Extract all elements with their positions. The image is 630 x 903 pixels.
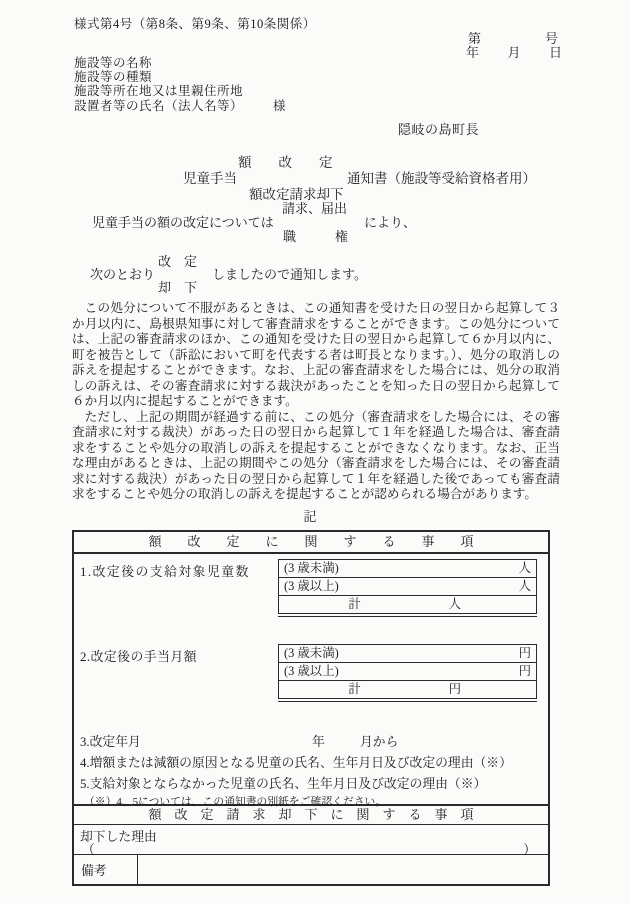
date-day-label: 日	[548, 45, 562, 60]
doc-number-suffix: 号	[544, 31, 558, 46]
rejection-reason-label: 却下した理由	[80, 830, 157, 844]
statement-line1-left: 児童手当の額の改定については	[92, 215, 274, 230]
appeal-paragraph-2: ただし、上記の期間が経過する前に、この処分（審査請求をした場合には、その審査請求に対する裁決）があった日の翌日から起算して１年を経過した場合は、審査請求をすることや処分の取消しの訴えを提起することができなくなります。なお、正当な理由があるときは、上記の期間やこの処分（審査請求をした場合には、その審査請求に対する裁決）があった日の翌日から起算して１年を経過した後であっても審査請求をすることや処分の取消しの訴えを提起することが認められる場合があります。	[72, 409, 560, 501]
form-number-label: 様式第4号（第8条、第9条、第10条関係）	[74, 17, 316, 31]
amount-under3-unit: 円	[518, 646, 531, 660]
attachment-note: （※）4、5については、この通知書の別紙をご確認ください。	[84, 796, 387, 808]
title-notice-suffix: 通知書（施設等受給資格者用）	[347, 171, 536, 186]
doc-number-prefix: 第	[468, 31, 482, 46]
item3-row	[80, 731, 399, 750]
item1-label: 1.改定後の支給対象児童数	[80, 565, 250, 579]
rejection-paren-close: ）	[523, 843, 536, 857]
title-option-amount-revision: 額 改 定	[238, 155, 333, 170]
amount-over3-unit: 円	[518, 664, 531, 678]
title-option-rejection: 額改定請求却下	[249, 187, 344, 202]
remarks-empty-space	[138, 855, 548, 884]
count-total-row	[279, 596, 536, 613]
section2-header: 額 改 定 請 求 却 下 に 関 す る 事 項	[74, 806, 548, 825]
date-month-label: 月	[507, 45, 521, 60]
statement-option-authority: 職 権	[283, 229, 349, 244]
statement-line2-right: しましたので通知します。	[212, 267, 367, 282]
recipient-block	[74, 56, 286, 113]
ki-marker: 記	[303, 509, 317, 524]
title-child-allowance: 児童手当	[183, 171, 237, 186]
issuer-name: 隠岐の島町長	[398, 122, 480, 137]
facility-type-label: 施設等の種類	[74, 70, 153, 85]
statement-line1-right: により、	[364, 215, 417, 230]
count-total-label: 計	[348, 597, 361, 611]
statement-line2-left: 次のとおり	[90, 267, 156, 282]
item5-label: 5.支給対象とならなかった児童の氏名、生年月日及び改定の理由（※）	[80, 777, 487, 791]
founder-name-label: 設置者等の氏名（法人名等）	[74, 98, 244, 113]
count-under3-label: (3 歳未満)	[284, 561, 339, 575]
monthly-amount-box	[278, 644, 537, 699]
amount-total-unit: 円	[448, 682, 461, 696]
statement-option-rejected: 却 下	[158, 280, 198, 295]
date-line	[466, 42, 562, 61]
amount-total-label: 計	[348, 682, 361, 696]
amount-under3-label: (3 歳未満)	[284, 646, 339, 660]
revision-details-table	[72, 530, 550, 886]
amount-total-row	[279, 681, 536, 698]
facility-address-label: 施設等所在地又は里親住所地	[74, 84, 244, 99]
count-over3-label: (3 歳以上)	[284, 579, 339, 593]
section1-body	[74, 554, 548, 806]
rejection-paren-open: （	[82, 843, 95, 857]
rejection-reason-row	[74, 825, 548, 855]
remarks-row	[74, 855, 548, 884]
amount-over3-label: (3 歳以上)	[284, 664, 339, 678]
item2-label: 2.改定後の手当月額	[80, 650, 197, 664]
amount-under3-row	[279, 645, 536, 663]
children-count-box	[278, 559, 537, 614]
item4-label: 4.増額または減額の原因となる児童の氏名、生年月日及び改定の理由（※）	[80, 756, 512, 770]
founder-name-line	[74, 99, 286, 113]
item3-month-from-label: 月から	[360, 735, 399, 749]
item3-year-label: 年	[312, 735, 325, 749]
count-under3-unit: 人	[518, 561, 531, 575]
appeal-notice-paragraphs	[72, 301, 560, 503]
count-total-unit: 人	[448, 597, 461, 611]
facility-name-label: 施設等の名称	[74, 56, 153, 70]
count-over3-row	[279, 578, 536, 596]
section1-header: 額 改 定 に 関 す る 事 項	[74, 532, 548, 554]
amount-over3-row	[279, 663, 536, 681]
statement-option-revised: 改 定	[158, 254, 198, 269]
count-under3-row	[279, 560, 536, 578]
appeal-paragraph-1: この処分について不服があるときは、この通知書を受けた日の翌日から起算して３か月以内に、島根県知事に対して審査請求をすることができます。この処分については、上記の審査請求のほか、この通知を受けた日の翌日から起算して６か月以内に、町を被告として（訴訟において町を代表する者は町長となります。）、処分の取消しの訴えを提起することができます。なお、上記の審査請求をした場合には、処分の取消しの訴えは、その審査請求に対する裁決があったことを知った日の翌日から起算して６か月以内に提起することができます。	[72, 301, 560, 408]
remarks-label: 備考	[74, 855, 138, 884]
count-over3-unit: 人	[518, 579, 531, 593]
date-year-label: 年	[466, 45, 480, 60]
item3-label: 3.改定年月	[80, 735, 141, 749]
honorific-sama: 様	[273, 98, 287, 113]
statement-option-request: 請求、届出	[282, 201, 348, 216]
